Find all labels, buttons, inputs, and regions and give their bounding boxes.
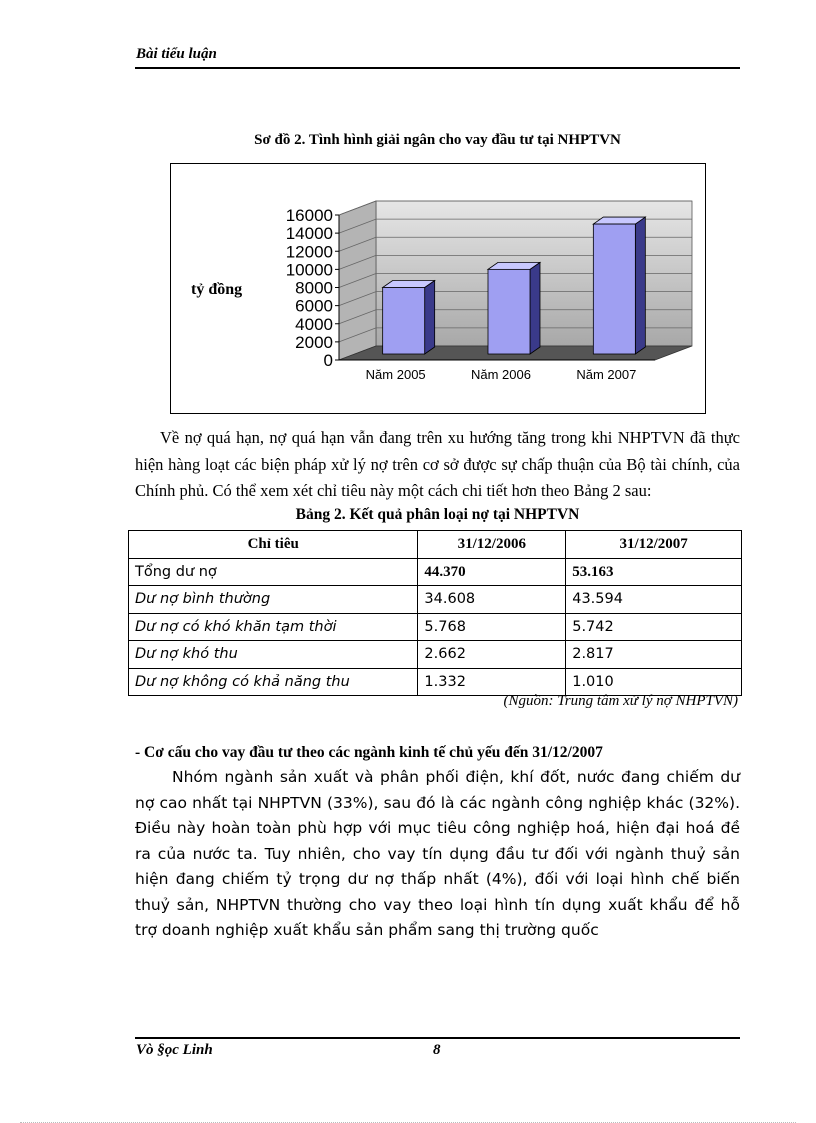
- bar: [593, 224, 635, 354]
- y-tick-label: 10000: [285, 260, 333, 280]
- x-tick-label: Năm 2005: [365, 367, 426, 382]
- value-2006: 5.768: [418, 613, 566, 641]
- y-tick-label: 0: [323, 351, 333, 370]
- bar-side: [530, 262, 540, 354]
- chart-frame: [170, 163, 706, 414]
- table-source-note: (Nguồn: Trung tâm xử lý nợ NHPTVN): [503, 693, 738, 709]
- y-tick-label: 2000: [295, 332, 333, 352]
- value-2006: 34.608: [418, 586, 566, 614]
- value-2007: 1.010: [566, 668, 742, 696]
- footer-author: Vò §ọc Linh: [136, 1042, 213, 1058]
- footer-rule: [135, 1037, 740, 1039]
- value-2006: 2.662: [418, 641, 566, 669]
- table-row: [129, 613, 742, 641]
- row-label: Tổng dư nợ: [129, 558, 418, 586]
- y-tick-label: 8000: [295, 278, 333, 298]
- paragraph-overdue-debt: Về nợ quá hạn, nợ quá hạn vẫn đang trên xu hướng tăng trong khi NHPTVN đã thực hiện hàng loạt các biện pháp xử lý nợ trên cơ sở được sự chấp thuận của Bộ tài chính, của Chính phủ. Có thể xem xét chỉ tiêu này một cách chi tiết hơn theo Bảng 2 sau:: [135, 428, 740, 501]
- y-tick-label: 12000: [285, 242, 333, 262]
- chart-caption: Sơ đồ 2. Tình hình giải ngân cho vay đầu tư tại NHPTVN: [254, 132, 621, 148]
- value-2007: 43.594: [566, 586, 742, 614]
- table-header-cell: Chỉ tiêu: [129, 531, 418, 559]
- value-2006: 1.332: [418, 668, 566, 696]
- y-tick-label: 14000: [285, 224, 333, 244]
- value-2006: 44.370: [418, 558, 566, 586]
- table-row: [129, 641, 742, 669]
- x-tick-label: Năm 2007: [576, 367, 637, 382]
- y-axis-title: tỷ đồng: [191, 281, 243, 298]
- debt-classification-table: [128, 530, 742, 696]
- page-number: 8: [433, 1042, 441, 1058]
- y-tick-label: 4000: [295, 314, 333, 334]
- y-tick-label: 16000: [285, 206, 333, 225]
- bar-side: [425, 281, 435, 355]
- table-row: [129, 668, 742, 696]
- bar: [383, 288, 425, 355]
- bar-side: [635, 217, 645, 354]
- y-tick-label: 6000: [295, 296, 333, 316]
- table-caption: Bảng 2. Kết quả phân loại nợ tại NHPTVN: [295, 506, 580, 523]
- header-rule: [135, 67, 740, 69]
- x-tick-label: Năm 2006: [471, 367, 531, 382]
- table-header-row: [129, 531, 742, 559]
- table-row: [129, 586, 742, 614]
- section-heading: - Cơ cấu cho vay đầu tư theo các ngành kinh tế chủ yếu đến 31/12/2007: [135, 744, 603, 761]
- table-row: [129, 558, 742, 586]
- value-2007: 5.742: [566, 613, 742, 641]
- table-header-cell: 31/12/2006: [418, 531, 566, 559]
- row-label: Dư nợ khó thu: [129, 641, 418, 669]
- bar: [488, 269, 530, 354]
- row-label: Dư nợ có khó khăn tạm thời: [129, 613, 418, 641]
- value-2007: 2.817: [566, 641, 742, 669]
- paragraph-loan-structure: Nhóm ngành sản xuất và phân phối điện, khí đốt, nước đang chiếm dư nợ cao nhất tại NHPTVN (33%), sau đó là các ngành công nghiệp khác (32%). Điều này hoàn toàn phù hợp với mục tiêu công nghiệp hoá, hiện đại hoá đề ra của nước ta. Tuy nhiên, cho vay tín dụng đầu tư đối với ngành thuỷ sản hiện đang chiếm tỷ trọng dư nợ thấp nhất (4%), đối với loại hình chế biến thuỷ sản, NHPTVN thường cho vay theo loại hình tín dụng xuất khẩu để hỗ trợ doanh nghiệp xuất khẩu sản phẩm sang thị trường quốc: [135, 768, 740, 939]
- value-2007: 53.163: [566, 558, 742, 586]
- row-label: Dư nợ không có khả năng thu: [129, 668, 418, 696]
- table-header-cell: 31/12/2007: [566, 531, 742, 559]
- row-label: Dư nợ bình thường: [129, 586, 418, 614]
- header-title: Bài tiểu luận: [136, 46, 217, 62]
- bar-chart: [171, 164, 704, 412]
